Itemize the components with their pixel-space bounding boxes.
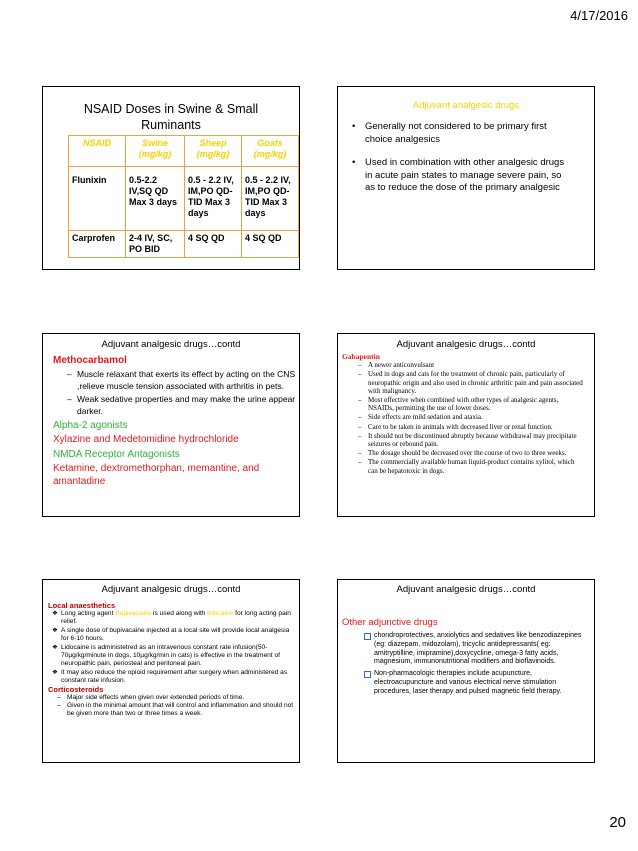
text-xylazine: Xylazine and Medetomidine hydrochloride bbox=[53, 434, 239, 445]
table-row bbox=[69, 231, 299, 258]
heading-corticosteroids: Corticosteroids bbox=[48, 685, 104, 694]
header-cell: Goats (mg/kg) bbox=[242, 136, 299, 167]
header-cell: Swine (mg/kg) bbox=[126, 136, 185, 167]
list-item: ❖ A single dose of bupivacaine injected at a local site will provide local analgesia for 6-10 hours. bbox=[52, 627, 291, 643]
slide-nsaid-doses bbox=[42, 86, 300, 270]
list-item: – Care to be taken in animals with decreased liver or renal function. bbox=[358, 423, 583, 431]
table-header-row bbox=[69, 136, 299, 167]
print-date: 4/17/2016 bbox=[570, 8, 628, 23]
header-cell: NSAID bbox=[69, 136, 126, 167]
heading-alpha2: Alpha-2 agonists bbox=[53, 419, 128, 431]
bullet-list bbox=[53, 368, 299, 418]
bullet-list bbox=[342, 361, 594, 475]
highlight-bupivacaine: Bupivacaine bbox=[115, 610, 152, 617]
bullet-list bbox=[338, 632, 594, 697]
list-item: – Most effective when combined with other types of analgesic agents, NSAIDs, permitting the use of lower doses. bbox=[358, 396, 583, 412]
text-ketamine: Ketamine, dextromethorphan, memantine, and amantadine bbox=[53, 463, 260, 487]
heading-local-anaesthetics: Local anaesthetics bbox=[48, 601, 116, 610]
heading-nmda: NMDA Receptor Antagonists bbox=[53, 448, 180, 460]
list-item: – Given in the minimal amount that will control and inflammation and should not be given more than two or three times a week. bbox=[57, 702, 295, 718]
list-item: • Used in combination with other analgesic drugs in acute pain states to manage severe pain, so as to reduce the dose of the primary analgesic bbox=[352, 157, 565, 195]
title-line-2: Ruminants bbox=[141, 118, 201, 132]
list-item: Non-pharmacologic therapies include acupuncture, electroacupuncture and various electrical nerve stimulation procedures, laser therapy and pulsed magnetic field therapy. bbox=[364, 670, 584, 696]
list-item: – Weak sedative properties and may make the urine appear darker. bbox=[67, 393, 297, 418]
bullet-list bbox=[48, 610, 299, 685]
list-item: – Muscle relaxant that exerts its effect by acting on the CNS ,relieve muscle tension associated with arthritis in pets. bbox=[67, 368, 297, 393]
item-text: is used along with bbox=[151, 610, 208, 617]
item-text: Long acting agent bbox=[61, 610, 116, 617]
list-item: – Side effects are mild sedation and ataxia. bbox=[358, 413, 583, 421]
list-item: ❖ Lidocaine is administetred as an intravenous constant rate infusion(50-70µg/kg/minute in dogs, 10µg/kg/min in cats) is effective in the treatment of neuropathic pain, periosteal and peritoneal pain. bbox=[52, 644, 291, 668]
slide-local-anaesthetics bbox=[42, 579, 300, 763]
highlight-lidocaine: lidocaine bbox=[207, 610, 234, 617]
slide-title: Adjuvant analgesic drugs…contd bbox=[396, 584, 536, 595]
table-cell: Carprofen bbox=[69, 231, 126, 258]
nsaid-dose-table bbox=[68, 135, 299, 258]
list-item: – The dosage should be decreased over the course of two to three weeks. bbox=[358, 449, 583, 457]
list-item: – The commercially available human liquid-product contains xylitol, which can be hepatotoxic in dogs. bbox=[358, 458, 583, 474]
bullet-list bbox=[352, 121, 594, 195]
table-cell: 4 SQ QD bbox=[185, 231, 242, 258]
bullet-list bbox=[48, 694, 299, 718]
table-cell: 0.5-2.2 IV,SQ QD Max 3 days bbox=[126, 167, 185, 231]
list-item: • Generally not considered to be primary first choice analgesics bbox=[352, 121, 565, 146]
table-cell: Flunixin bbox=[69, 167, 126, 231]
list-item: – Major side effects when given over extended periods of time. bbox=[57, 694, 295, 702]
table-row bbox=[69, 167, 299, 231]
table-cell: 2-4 IV, SC, PO BID bbox=[126, 231, 185, 258]
list-item: – Used in dogs and cats for the treatment of chronic pain, particularly of neuropathic origin and also used in chronic arthritic pain and pain associated with malignancy. bbox=[358, 370, 583, 395]
heading-gabapentin: Gabapentin bbox=[342, 352, 380, 361]
table-cell: 0.5 - 2.2 IV, IM,PO QD- TID Max 3 days bbox=[242, 167, 299, 231]
title-line-1: NSAID Doses in Swine & Small bbox=[83, 102, 259, 116]
header-cell: Sheep (mg/kg) bbox=[185, 136, 242, 167]
slide-title: Adjuvant analgesic drugs…contd bbox=[101, 339, 241, 350]
heading-other-adjunctive: Other adjunctive drugs bbox=[342, 617, 438, 628]
table-cell: 4 SQ QD bbox=[242, 231, 299, 258]
slide-title: Adjuvant analgesic drugs…contd bbox=[101, 584, 241, 595]
table-cell: 0.5 - 2.2 IV, IM,PO QD- TID Max 3 days bbox=[185, 167, 242, 231]
slide-gabapentin bbox=[337, 333, 595, 517]
list-item: – A newer anticonvulsant bbox=[358, 361, 583, 369]
slide-methocarbamol bbox=[42, 333, 300, 517]
slide-title bbox=[43, 101, 299, 133]
list-item bbox=[52, 610, 291, 626]
item-text: for long acting pain relief. bbox=[61, 610, 291, 625]
slide-other-adjunctive bbox=[337, 579, 595, 763]
slide-title: Adjuvant analgesic drugs…contd bbox=[396, 339, 536, 350]
page-number: 20 bbox=[609, 814, 626, 831]
list-item: ❖ It may also reduce the opioid requirement after surgery when administered as constant rate infusion. bbox=[52, 669, 291, 685]
list-item: – It should not be discontinued abruptly because withdrawal may precipitate seizures or rebound pain. bbox=[358, 432, 583, 448]
list-item: chondroprotectives, anxiolytics and sedatives like benzodiazepines (eg: diazepam, midozolam), tricyclic antidepressants( eg: amitryptilline, imipramine),doxycycline, omega-3 fatty acids, magnesium, immunonutritional modifiers and bioflavinoids. bbox=[364, 632, 584, 667]
slide-adjuvant-intro bbox=[337, 86, 595, 270]
slide-title: Adjuvant analgesic drugs bbox=[412, 100, 520, 111]
heading-methocarbamol: Methocarbamol bbox=[53, 355, 127, 366]
